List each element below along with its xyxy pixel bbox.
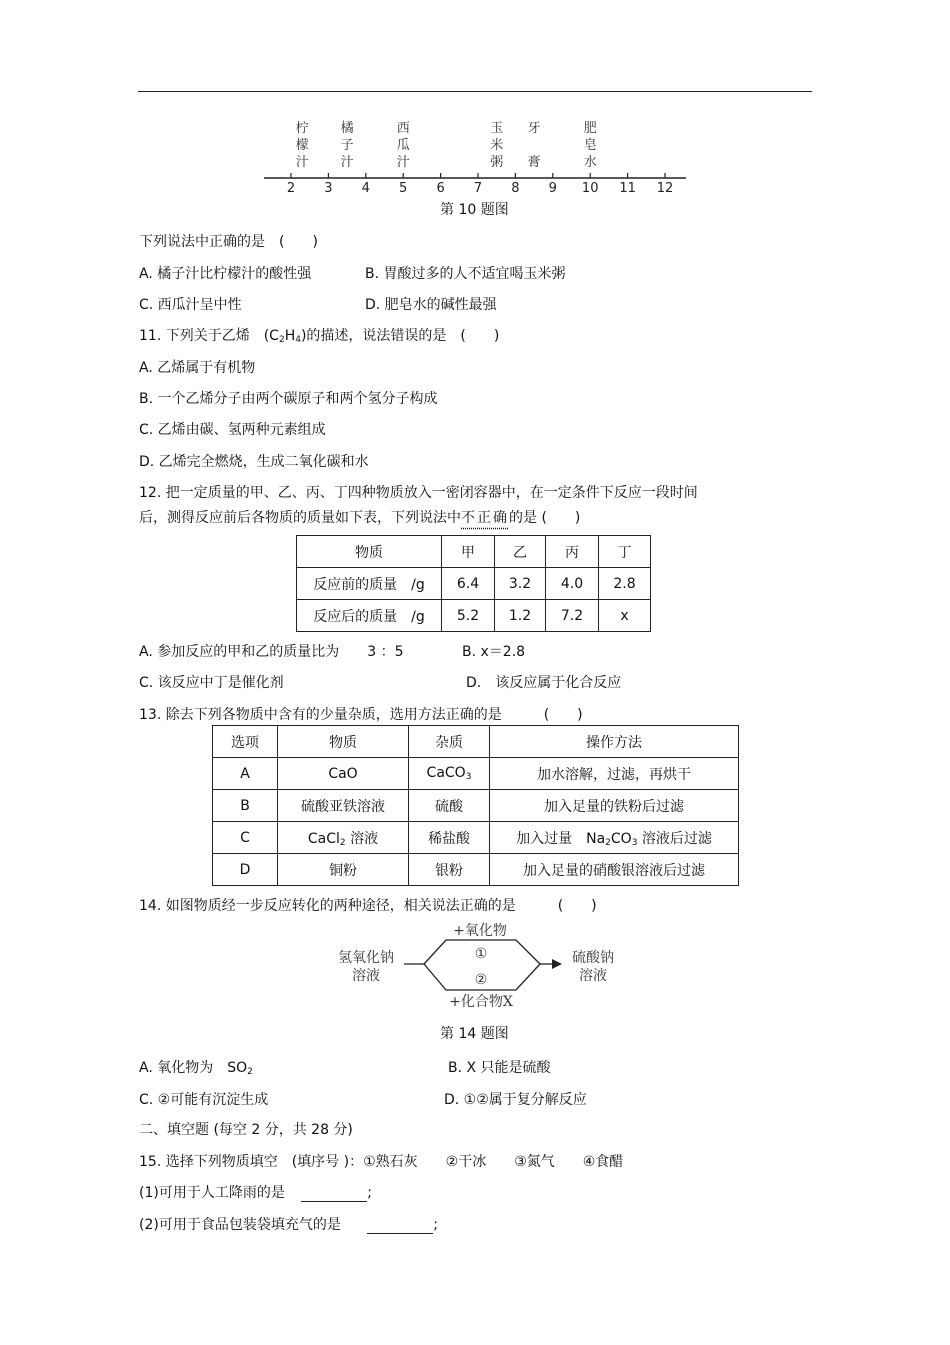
q12-header-cell: 丙 — [546, 536, 599, 568]
top-rule — [138, 91, 812, 92]
table-row — [297, 568, 651, 600]
ph-tick-label: 5 — [399, 181, 408, 196]
ph-substance-label: 膏 — [527, 155, 541, 170]
q13-method-tail: 溶液后过滤 — [637, 830, 712, 847]
q12-header-cell: 乙 — [495, 536, 546, 568]
q11-stem-post: )的描述，说法错误的是 ( ) — [300, 328, 500, 344]
q13-header-cell: 操作方法 — [490, 726, 739, 758]
ph-substance-label: 牙 — [527, 121, 541, 136]
q14-top-label: +氧化物 — [453, 923, 507, 939]
q10-option-b: B. 胃酸过多的人不适宜喝玉米粥 — [365, 266, 566, 282]
ph-substance-label: 皂 — [583, 138, 597, 153]
q13-method-sub2: 3 — [631, 837, 638, 848]
q12-table — [296, 535, 651, 632]
ph-substance-label: 橘 — [340, 121, 354, 136]
q13-substance-cell: 硫酸亚铁溶液 — [278, 790, 409, 822]
q14-option-a-text: A. 氧化物为 SO — [139, 1060, 248, 1076]
q13-method-cell — [490, 822, 739, 854]
q13-impurity-cell: 稀盐酸 — [409, 822, 490, 854]
ph-tick-label: 6 — [436, 181, 445, 196]
q13-method-sub: 2 — [605, 837, 611, 848]
q14-option-b: B. X 只能是硫酸 — [448, 1060, 551, 1076]
figure-10-caption: 第 10 题图 — [440, 202, 509, 218]
ph-substance-label: 瓜 — [396, 138, 410, 153]
q11-sub2: 4 — [295, 335, 301, 345]
q12-cell: 1.2 — [495, 600, 546, 632]
ph-substance-label: 水 — [583, 155, 597, 170]
q13-header-cell: 选项 — [213, 726, 278, 758]
table-row — [213, 822, 739, 854]
q15-part-1-text: (1)可用于人工降雨的是 — [139, 1185, 285, 1201]
q10-option-d: D. 肥皂水的碱性最强 — [365, 297, 497, 313]
q12-cell: 4.0 — [546, 568, 599, 600]
ph-substance-label: 汁 — [295, 155, 309, 170]
q14-option-d: D. ①②属于复分解反应 — [444, 1092, 587, 1108]
q14-option-a-sub: 2 — [247, 1067, 253, 1077]
ph-substance-label: 柠 — [295, 121, 309, 136]
q14-left-label-2: 溶液 — [352, 968, 380, 984]
q12-cell: 3.2 — [495, 568, 546, 600]
q13-substance-text: CaCl — [307, 830, 340, 847]
section-2-heading: 二、填空题 (每空 2 分，共 28 分) — [139, 1122, 353, 1138]
q13-option-cell: B — [213, 790, 278, 822]
q13-header-cell: 物质 — [278, 726, 409, 758]
q13-substance-text: CaO — [328, 765, 358, 782]
q12-header-cell: 甲 — [442, 536, 495, 568]
q14-path-2-label: ② — [474, 972, 488, 988]
q13-method-mid: CO — [610, 830, 632, 847]
q10-option-a: A. 橘子汁比柠檬汁的酸性强 — [139, 266, 312, 282]
q13-substance-post: 溶液 — [345, 830, 379, 847]
q15-part-1-end: ; — [367, 1185, 373, 1201]
q13-substance-cell — [278, 758, 409, 790]
q11-mid: H — [284, 328, 296, 344]
ph-tick-label: 3 — [324, 181, 333, 196]
q12-line2 — [139, 507, 580, 527]
ph-substance-label: 肥 — [583, 121, 597, 136]
q12-emphasis: 不正确 — [461, 510, 509, 526]
q11-option-c: C. 乙烯由碳、氢两种元素组成 — [139, 422, 326, 438]
q12-header-cell: 丁 — [599, 536, 651, 568]
q12-option-b: B. x＝2.8 — [462, 644, 526, 660]
q12-line1: 12. 把一定质量的甲、乙、丙、丁四种物质放入一密闭容器中，在一定条件下反应一段时间 — [139, 485, 698, 501]
q13-impurity-cell: 硫酸 — [409, 790, 490, 822]
q12-option-c: C. 该反应中丁是催化剂 — [139, 675, 284, 691]
q12-cell: 2.8 — [599, 568, 651, 600]
ph-scale-figure — [250, 112, 700, 196]
ph-substance-label: 汁 — [340, 155, 354, 170]
q13-option-cell: A — [213, 758, 278, 790]
q14-left-label-1: 氢氧化钠 — [338, 950, 394, 966]
ph-substance-label: 子 — [340, 138, 354, 153]
ph-substance-label: 粥 — [490, 155, 504, 170]
q11-sub1: 2 — [278, 335, 285, 345]
q15-part-2-text: (2)可用于食品包装袋填充气的是 — [139, 1217, 341, 1233]
q12-cell: 7.2 — [546, 600, 599, 632]
ph-tick-label: 2 — [286, 181, 296, 196]
q13-option-cell: C — [213, 822, 278, 854]
q14-right-label-2: 溶液 — [579, 968, 607, 984]
ph-tick-label: 11 — [619, 181, 636, 196]
q12-option-d: D. 该反应属于化合反应 — [466, 675, 622, 691]
ph-tick-label: 9 — [548, 181, 557, 196]
q14-reaction-diagram — [320, 918, 630, 1014]
q13-option-cell: D — [213, 854, 278, 886]
q15-part-2-blank[interactable] — [367, 1219, 433, 1234]
q13-substance-sub: 2 — [339, 837, 346, 848]
q12-cell: 6.4 — [442, 568, 495, 600]
q12-option-a: A. 参加反应的甲和乙的质量比为 3 ：5 — [139, 644, 404, 660]
ph-substance-label: 西 — [396, 121, 410, 136]
q13-method-cell: 加水溶解，过滤，再烘干 — [490, 758, 739, 790]
q11-option-a: A. 乙烯属于有机物 — [139, 360, 256, 376]
q12-cell: 5.2 — [442, 600, 495, 632]
table-row — [297, 600, 651, 632]
q11-stem-pre: 11. 下列关于乙烯 (C — [139, 328, 279, 344]
q14-option-a — [139, 1057, 253, 1077]
q15-part-2 — [139, 1214, 438, 1234]
q13-table — [212, 725, 739, 886]
q11-option-d: D. 乙烯完全燃烧，生成二氧化碳和水 — [139, 454, 369, 470]
q14-right-label-1: 硫酸钠 — [572, 950, 614, 966]
q11-option-b: B. 一个乙烯分子由两个碳原子和两个氢分子构成 — [139, 391, 438, 407]
q12-line2-post: 的是 ( ) — [509, 510, 581, 526]
q13-substance-cell: 铜粉 — [278, 854, 409, 886]
q14-stem: 14. 如图物质经一步反应转化的两种途径，相关说法正确的是 ( ) — [139, 898, 597, 914]
q15-part-1 — [139, 1182, 372, 1202]
q15-stem: 15. 选择下列物质填空 (填序号 )：①熟石灰 ②干冰 ③氮气 ④食醋 — [139, 1154, 624, 1170]
figure-14-caption: 第 14 题图 — [440, 1026, 509, 1042]
q10-stem: 下列说法中正确的是 ( ) — [139, 234, 318, 250]
ph-tick-label: 7 — [473, 181, 483, 196]
ph-tick-label: 4 — [361, 181, 370, 196]
ph-tick-label: 10 — [581, 181, 599, 196]
q13-header-cell: 杂质 — [409, 726, 490, 758]
q11-stem — [139, 325, 499, 345]
q13-method-cell: 加入足量的铁粉后过滤 — [490, 790, 739, 822]
ph-substance-label: 米 — [490, 138, 504, 153]
q14-option-c: C. ②可能有沉淀生成 — [139, 1092, 269, 1108]
q14-bottom-label: +化合物X — [449, 994, 513, 1010]
q12-cell: 反应后的质量 /g — [297, 600, 442, 632]
q13-impurity-sub: 3 — [465, 772, 472, 782]
ph-tick-label: 12 — [656, 181, 674, 196]
q12-cell: 反应前的质量 /g — [297, 568, 442, 600]
q14-path-1-label: ① — [474, 946, 488, 962]
ph-substance-label: 玉 — [490, 121, 504, 136]
q14-arrowhead — [552, 959, 562, 969]
table-row — [213, 854, 739, 886]
q13-impurity-cell: 银粉 — [409, 854, 490, 886]
q13-impurity-cell — [409, 758, 490, 790]
q13-method-cell: 加入足量的硝酸银溶液后过滤 — [490, 854, 739, 886]
q12-header-cell: 物质 — [297, 536, 442, 568]
ph-substance-label: 檬 — [295, 138, 309, 153]
ph-substance-label: 汁 — [396, 155, 410, 170]
table-row — [213, 758, 739, 790]
q10-option-c: C. 西瓜汁呈中性 — [139, 297, 242, 313]
q13-stem: 13. 除去下列各物质中含有的少量杂质，选用方法正确的是 ( ) — [139, 707, 583, 723]
q15-part-1-blank[interactable] — [301, 1187, 367, 1202]
q12-line2-pre: 后，测得反应前后各物质的质量如下表，下列说法中 — [139, 510, 461, 526]
q13-method-text: 加入过量 Na — [516, 830, 606, 847]
q13-substance-cell — [278, 822, 409, 854]
q12-cell: x — [599, 600, 651, 632]
q15-part-2-end: ; — [433, 1217, 439, 1233]
q13-impurity-text: CaCO — [426, 765, 466, 781]
table-row — [213, 790, 739, 822]
ph-tick-label: 8 — [511, 181, 520, 196]
